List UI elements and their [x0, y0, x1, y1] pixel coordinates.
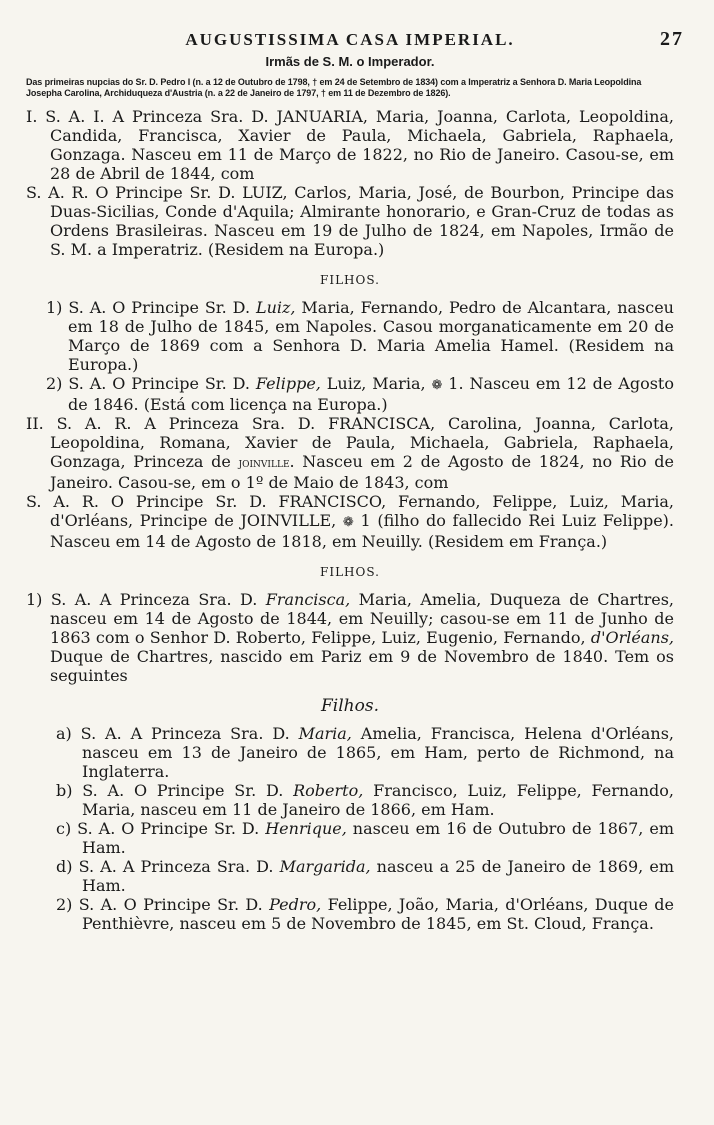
child-entry-text: 1) S. A. A Princeza Sra. D. — [26, 590, 266, 609]
entry-luiz: S. A. R. O Principe Sr. D. LUIZ, Carlos, Maria, José, de Bourbon, Principe das Duas-Sicilias, Conde d'Aquila; Almirante honorario, e Gran-Cruz de todas as Ordens Brasileiras. Nasceu em 19 de Julho de 1824, em Napoles, Irmão de S. M. a Imperatriz. (Residem na Europa.) — [26, 183, 674, 259]
running-title: AUGUSTISSIMA CASA IMPERIAL. — [185, 30, 515, 49]
grandchild-entry — [26, 724, 674, 781]
grandchild-name: Margarida, — [279, 857, 371, 876]
page — [26, 28, 684, 933]
grandchild-entry-text: a) S. A. A Princeza Sra. D. — [56, 724, 299, 743]
grandchild-entry-text: nasceu a 25 de Janeiro de 1869, em Ham. — [82, 857, 674, 895]
entries — [26, 107, 674, 933]
child-name: Francisca, — [265, 590, 351, 609]
entry-francisco — [26, 492, 674, 551]
grandchild-name: Henrique, — [265, 819, 347, 838]
entry-text: II. S. A. R. A Princeza Sra. D. FRANCISCA, Carolina, Joanna, Carlota, Leopoldina, Romana, Xavier de Paula, Michaela, Gabriela, Raphaela, Gonzaga, Princeza de — [26, 414, 674, 471]
grandchild-entry-text: b) S. A. O Principe Sr. D. — [56, 781, 294, 800]
entry-smallcaps: joinville — [238, 456, 290, 471]
page-number: 27 — [660, 28, 684, 50]
running-header — [26, 28, 684, 50]
grandchild-entry — [26, 781, 674, 819]
grandchild-entry-text: c) S. A. O Principe Sr. D. — [56, 819, 266, 838]
grandchild-entry — [26, 857, 674, 895]
child-entry-text: Duque de Chartres, nascido em Pariz em 9 de Novembro de 1840. Tem os seguintes — [50, 647, 674, 685]
section-subtitle: Irmãs de S. M. o Imperador. — [265, 54, 435, 69]
grandchild-entry-text: Francisco, Luiz, Felippe, Fernando, Maria, nasceu em 11 de Janeiro de 1866, em Ham. — [82, 781, 674, 819]
grandchild-entry-text: 2) S. A. O Principe Sr. D. — [56, 895, 270, 914]
grandchild-entry-text: Amelia, Francisca, Helena d'Orléans, nasceu em 13 de Janeiro de 1865, em Ham, perto de Richmond, na Inglaterra. — [82, 724, 674, 781]
entry-text: S. A. R. O Principe Sr. D. FRANCISCO, Fernando, Felippe, Luiz, Maria, d'Orléans, Principe de JOINVILLE, — [26, 492, 674, 530]
entry-francisca — [26, 414, 674, 492]
child-entry-text: 2) S. A. O Principe Sr. D. — [46, 374, 256, 393]
grandchild-name: Roberto, — [293, 781, 364, 800]
child-entry — [26, 374, 674, 414]
child-entry-text: Maria, Fernando, Pedro de Alcantara, nasceu em 18 de Julho de 1845, em Napoles. Casou morganaticamente em 20 de Março de 1869 com a Senhora D. Maria Amelia Hamel. (Residem na Europa.) — [68, 298, 674, 374]
child-name: Felippe, — [255, 374, 321, 393]
filhos-heading-3: Filhos. — [321, 696, 379, 716]
filhos-heading-1: FILHOS. — [320, 273, 380, 287]
child-name: d'Orléans, — [590, 628, 674, 647]
grandchild-entry-text: d) S. A. A Princeza Sra. D. — [56, 857, 280, 876]
order-emblem-icon: ❁ — [431, 378, 443, 393]
child-entry — [26, 590, 674, 685]
grandchild-entry-text: nasceu em 16 de Outubro de 1867, em Ham. — [82, 819, 674, 857]
genealogy-note: Das primeiras nupcias do Sr. D. Pedro I (n. a 12 de Outubro de 1798, † em 24 de Setembro de 1834) com a Imperatriz a Senhora D. Maria Leopoldina Josepha Carolina, Archiduqueza d'Austria (n. a 22 de Janeiro de 1797, † em 11 de Dezembro de 1826). — [26, 77, 642, 98]
order-emblem-icon: ❁ — [342, 515, 354, 530]
child-entry-text: Maria, Amelia, Duqueza de Chartres, nasceu em 14 de Agosto de 1844, em Neuilly; casou-se em 11 de Junho de 1863 com o Senhor D. Roberto, Felippe, Luiz, Eugenio, Fernando, — [50, 590, 674, 647]
grandchild-entry-text: Felippe, João, Maria, d'Orléans, Duque de Penthièvre, nasceu em 5 de Novembro de 1845, em St. Cloud, França. — [82, 895, 674, 933]
grandchild-entry — [26, 895, 674, 933]
entry-text: 1 (filho do fallecido Rei Luiz Felippe). Nasceu em 14 de Agosto de 1818, em Neuilly. (Residem em França.) — [50, 511, 675, 551]
child-name: Luiz, — [255, 298, 296, 317]
child-entry-text: 1. Nasceu em 12 de Agosto de 1846. (Está com licença na Europa.) — [68, 374, 674, 414]
filhos-heading-2: FILHOS. — [320, 565, 380, 579]
child-entry — [26, 298, 674, 374]
entry-text: . Nasceu em 2 de Agosto de 1824, no Rio de Janeiro. Casou-se, em o 1º de Maio de 1843, com — [50, 452, 674, 492]
entry-januaria: I. S. A. I. A Princeza Sra. D. JANUARIA, Maria, Joanna, Carlota, Leopoldina, Candida, Francisca, Xavier de Paula, Michaela, Gabriela, Raphaela, Gonzaga. Nasceu em 11 de Março de 1822, no Rio de Janeiro. Casou-se, em 28 de Abril de 1844, com — [26, 107, 674, 183]
child-entry-text: Luiz, Maria, — [320, 374, 432, 393]
grandchild-entry — [26, 819, 674, 857]
child-entry-text: 1) S. A. O Principe Sr. D. — [46, 298, 256, 317]
grandchild-name: Pedro, — [269, 895, 322, 914]
grandchild-name: Maria, — [298, 724, 352, 743]
